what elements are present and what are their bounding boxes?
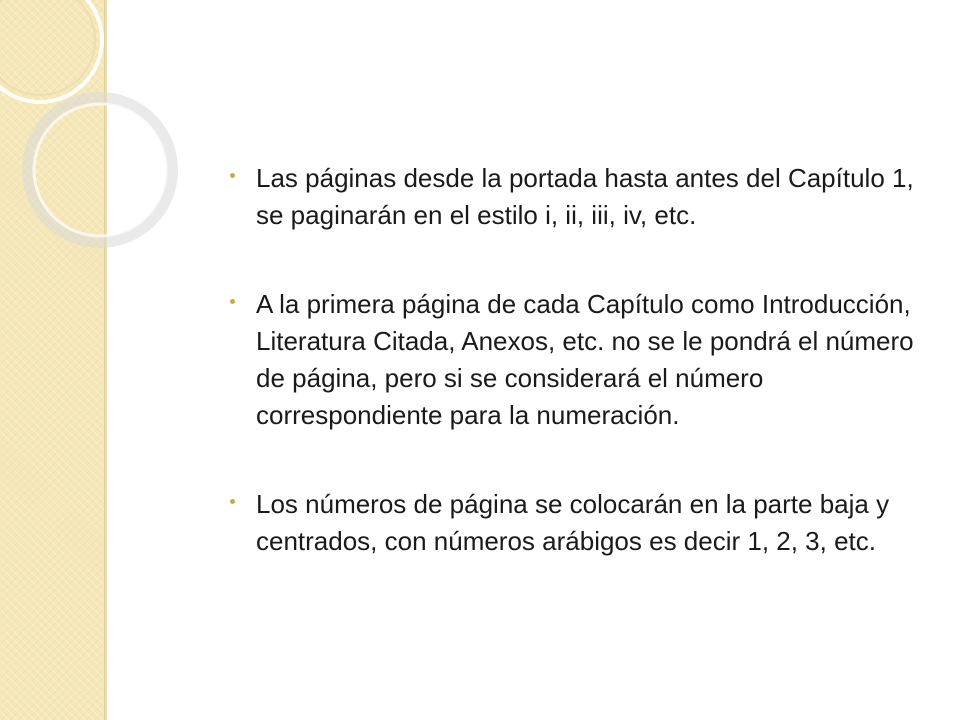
bullet-dot-icon [230, 173, 235, 178]
decorative-ring-middle [28, 98, 172, 242]
bullet-dot-icon [230, 499, 235, 504]
bullet-text: Los números de página se colocarán en la parte baja y centrados, con números arábigos es decir 1, 2, 3, etc. [256, 489, 890, 556]
bullet-text: Las páginas desde la portada hasta antes del Capítulo 1, se paginarán en el estilo i, ii, iii, iv, etc. [256, 163, 914, 230]
decorative-rings [0, 0, 160, 260]
list-item [224, 160, 924, 234]
list-item [224, 286, 924, 434]
decorative-ring-top-inner [0, 0, 95, 95]
decorative-ring-middle-highlight [34, 104, 166, 236]
bullet-list [224, 160, 924, 560]
bullet-dot-icon [230, 299, 235, 304]
list-item [224, 486, 924, 560]
bullet-text: A la primera página de cada Capítulo como Introducción, Literatura Citada, Anexos, etc. no se le pondrá el número de página, pero si se considerará el número correspondiente para la numeración. [256, 289, 914, 430]
slide-content [224, 160, 924, 560]
decorative-ring-top [0, 0, 102, 102]
